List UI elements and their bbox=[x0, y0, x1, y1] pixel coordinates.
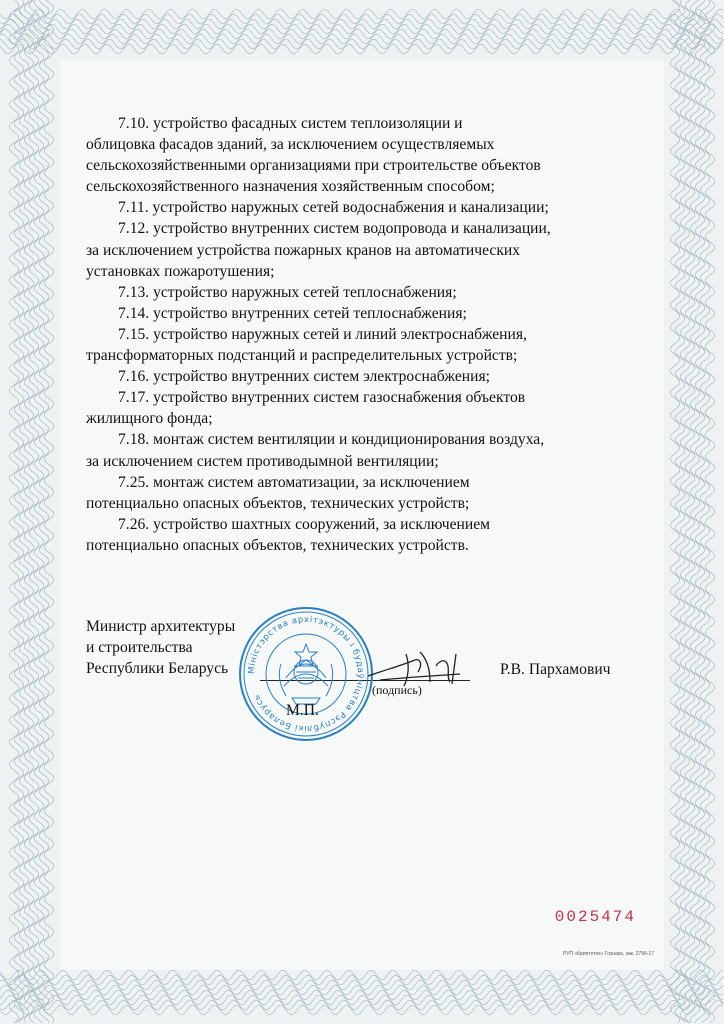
text-line: 7.25. монтаж систем автоматизации, за исключением bbox=[118, 473, 470, 491]
text-line: 7.10. устройство фасадных систем теплоизоляции и bbox=[118, 115, 463, 132]
text-line: за исключением устройства пожарных кранов на автоматических bbox=[86, 241, 521, 259]
signatory-position-line3: Республики Беларусь bbox=[86, 660, 229, 677]
text-line: 7.13. устройство наружных сетей теплоснабжения; bbox=[118, 283, 457, 301]
text-line: 7.18. монтаж систем вентиляции и кондиционирования воздуха, bbox=[118, 431, 545, 449]
text-line: 7.12. устройство внутренних систем водопровода и канализации, bbox=[118, 220, 551, 238]
serial-number: 0025474 bbox=[554, 908, 636, 926]
text-line: установках пожаротушения; bbox=[86, 262, 275, 280]
emblem-icon bbox=[279, 644, 332, 704]
printer-mark: РУП «Криптотех» Гознака, зак. 2796-17 bbox=[562, 951, 654, 957]
text-line: сельскохозяйственного назначения хозяйственным способом; bbox=[86, 178, 495, 196]
text-line: 7.16. устройство внутренних систем электроснабжения; bbox=[118, 368, 490, 386]
signature-caption: (подпись) bbox=[372, 683, 422, 697]
handwritten-signature bbox=[360, 636, 470, 692]
text-line: трансформаторных подстанций и распределительных устройств; bbox=[86, 347, 518, 365]
text-line: жилищного фонда; bbox=[86, 410, 213, 428]
text-line: потенциально опасных объектов, технических устройств; bbox=[86, 494, 470, 512]
text-line: облицовка фасадов зданий, за исключением осуществляемых bbox=[86, 136, 495, 154]
official-seal bbox=[236, 604, 376, 744]
signatory-position-line1: Министр архитектуры bbox=[86, 618, 236, 635]
seal-ring-text: Мiнiстэрства архiтэктуры i будаўнiцтва Рэспублiкi Беларусь bbox=[246, 614, 366, 734]
text-line: 7.15. устройство наружных сетей и линий электроснабжения, bbox=[118, 325, 527, 343]
signatory-name: Р.В. Пархамович bbox=[500, 661, 611, 678]
work-list bbox=[86, 113, 646, 556]
text-line: 7.11. устройство наружных сетей водоснабжения и канализации; bbox=[118, 199, 549, 217]
text-line: 7.17. устройство внутренних систем газоснабжения объектов bbox=[118, 389, 526, 407]
text-line: за исключением систем противодымной вентиляции; bbox=[86, 452, 439, 470]
text-line: потенциально опасных объектов, технических устройств. bbox=[86, 536, 469, 554]
text-line: 7.26. устройство шахтных сооружений, за исключением bbox=[118, 515, 491, 533]
signatory-position-line2: и строительства bbox=[86, 639, 193, 656]
text-line: 7.14. устройство внутренних сетей теплоснабжения; bbox=[118, 304, 467, 322]
text-line: сельскохозяйственными организациями при строительстве объектов bbox=[86, 157, 541, 175]
stamp-place-label: М.П. bbox=[286, 702, 319, 719]
